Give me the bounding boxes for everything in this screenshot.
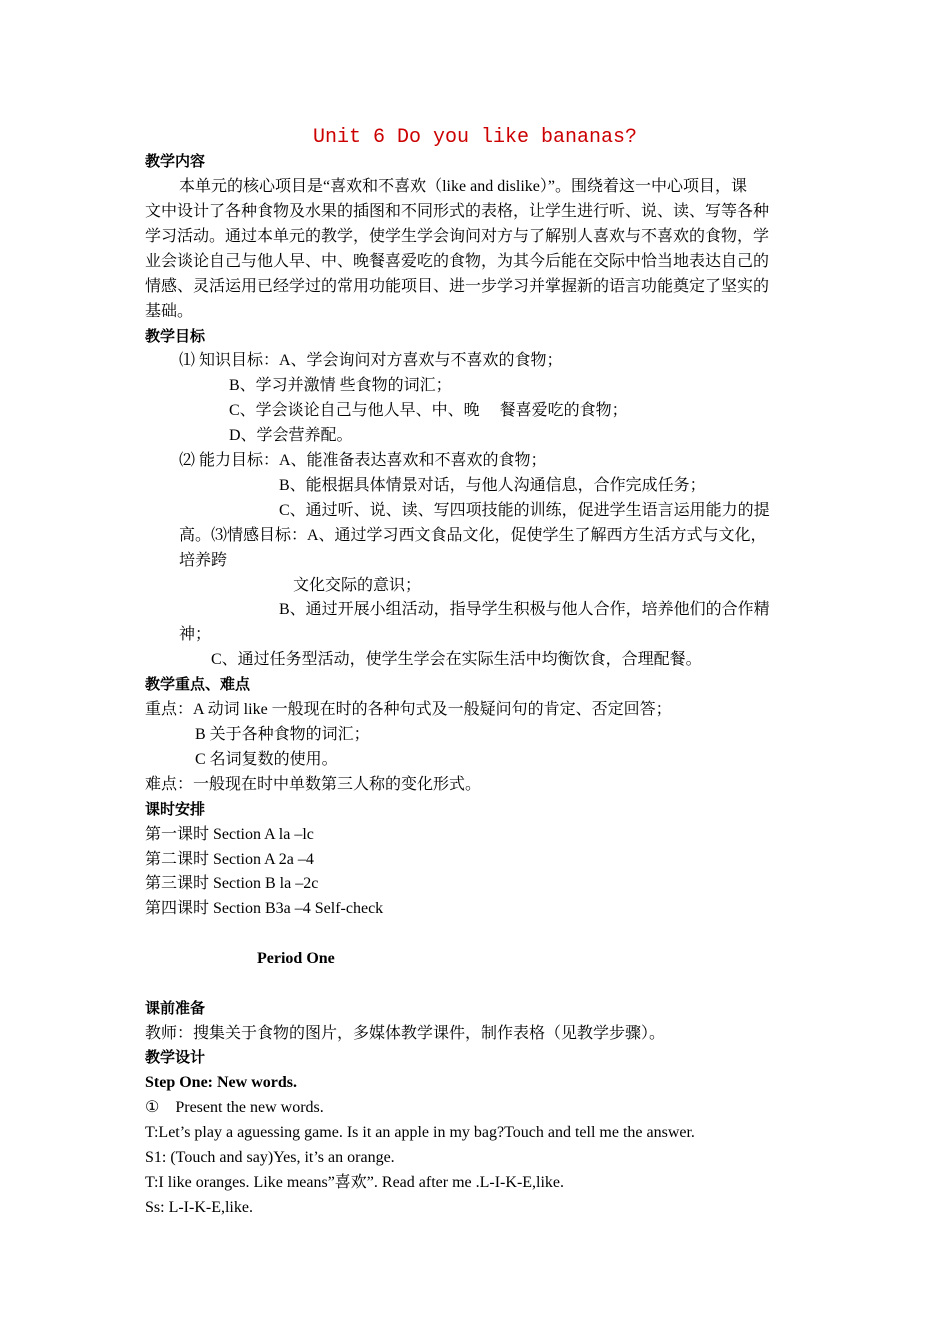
goal-line: C、通过任务型活动，使学生学会在实际生活中均衡饮食，合理配餐。	[211, 651, 702, 668]
goal-line: D、学会营养配。	[229, 427, 353, 444]
schedule-line: 第三课时 Section B la –2c	[145, 875, 319, 892]
goal-line: ⑵ 能力目标：A、能准备表达喜欢和不喜欢的食物；	[179, 452, 547, 469]
goal-line: C、通过听、说、读、写四项技能的训练，促进学生语言运用能力的提	[279, 502, 770, 519]
goal-line: ⑴ 知识目标：A、学会询问对方喜欢与不喜欢的食物；	[179, 352, 563, 369]
step-one-heading: Step One: New words.	[145, 1074, 297, 1091]
content-heading: 教学内容	[145, 152, 206, 170]
goals-heading: 教学目标	[145, 327, 206, 345]
period-heading: Period One	[257, 950, 335, 967]
content-line: 文中设计了各种食物及水果的插图和不同形式的表格，让学生进行听、说、读、写等各种	[145, 203, 770, 220]
document-title: Unit 6 Do you like bananas?	[312, 126, 638, 149]
design-heading: 教学设计	[145, 1048, 206, 1066]
goal-line: 神；	[179, 626, 212, 643]
goal-line: 培养跨	[179, 552, 228, 569]
goal-line: B、能根据具体情景对话，与他人沟通信息，合作完成任务；	[279, 477, 706, 494]
content-line: 业会谈论自己与他人早、中、晚餐喜爱吃的食物，为其今后能在交际中恰当地表达自己的	[145, 253, 770, 270]
step-line: T:Let’s play a aguessing game. Is it an apple in my bag?Touch and tell me the answer.	[145, 1124, 695, 1141]
prep-heading: 课前准备	[145, 999, 206, 1017]
key-line: C 名词复数的使用。	[195, 751, 338, 768]
step-line: T:I like oranges. Like means”喜欢”. Read after me .L-I-K-E,like.	[145, 1174, 565, 1191]
goal-line: B、通过开展小组活动，指导学生积极与他人合作，培养他们的合作精	[279, 601, 770, 618]
key-line: 难点：一般现在时中单数第三人称的变化形式。	[145, 776, 482, 793]
step-line: ① Present the new words.	[145, 1099, 324, 1116]
goal-line: 文化交际的意识；	[293, 577, 422, 594]
goal-line: B、学习并激情 些食物的词汇；	[229, 377, 452, 394]
content-line: 学习活动。通过本单元的教学，使学生学会询问对方与了解别人喜欢与不喜欢的食物，学	[145, 228, 770, 245]
content-line: 基础。	[145, 303, 194, 320]
step-line: S1: (Touch and say)Yes, it’s an orange.	[145, 1149, 395, 1166]
key-line: B 关于各种食物的词汇；	[195, 726, 370, 743]
step-line: Ss: L-I-K-E,like.	[145, 1199, 253, 1216]
content-line: 情感、灵活运用已经学过的常用功能项目、进一步学习并掌握新的语言功能奠定了坚实的	[145, 278, 770, 295]
schedule-line: 第四课时 Section B3a –4 Self-check	[145, 900, 384, 917]
key-heading: 教学重点、难点	[145, 675, 251, 693]
key-line: 重点：A 动词 like 一般现在时的各种句式及一般疑问句的肯定、否定回答；	[145, 701, 672, 718]
schedule-line: 第一课时 Section A la –lc	[145, 826, 314, 843]
goal-line: 高。⑶情感目标：A、通过学习西文食品文化，促使学生了解西方生活方式与文化，	[179, 527, 767, 544]
goal-line: C、学会谈论自己与他人早、中、晚 餐喜爱吃的食物；	[229, 402, 628, 419]
schedule-line: 第二课时 Section A 2a –4	[145, 851, 314, 868]
schedule-heading: 课时安排	[145, 800, 206, 818]
prep-line: 教师：搜集关于食物的图片，多媒体教学课件，制作表格（见教学步骤）。	[145, 1025, 666, 1042]
content-line: 本单元的核心项目是“喜欢和不喜欢（like and dislike）”。围绕着这一中心项目，课	[179, 178, 747, 195]
